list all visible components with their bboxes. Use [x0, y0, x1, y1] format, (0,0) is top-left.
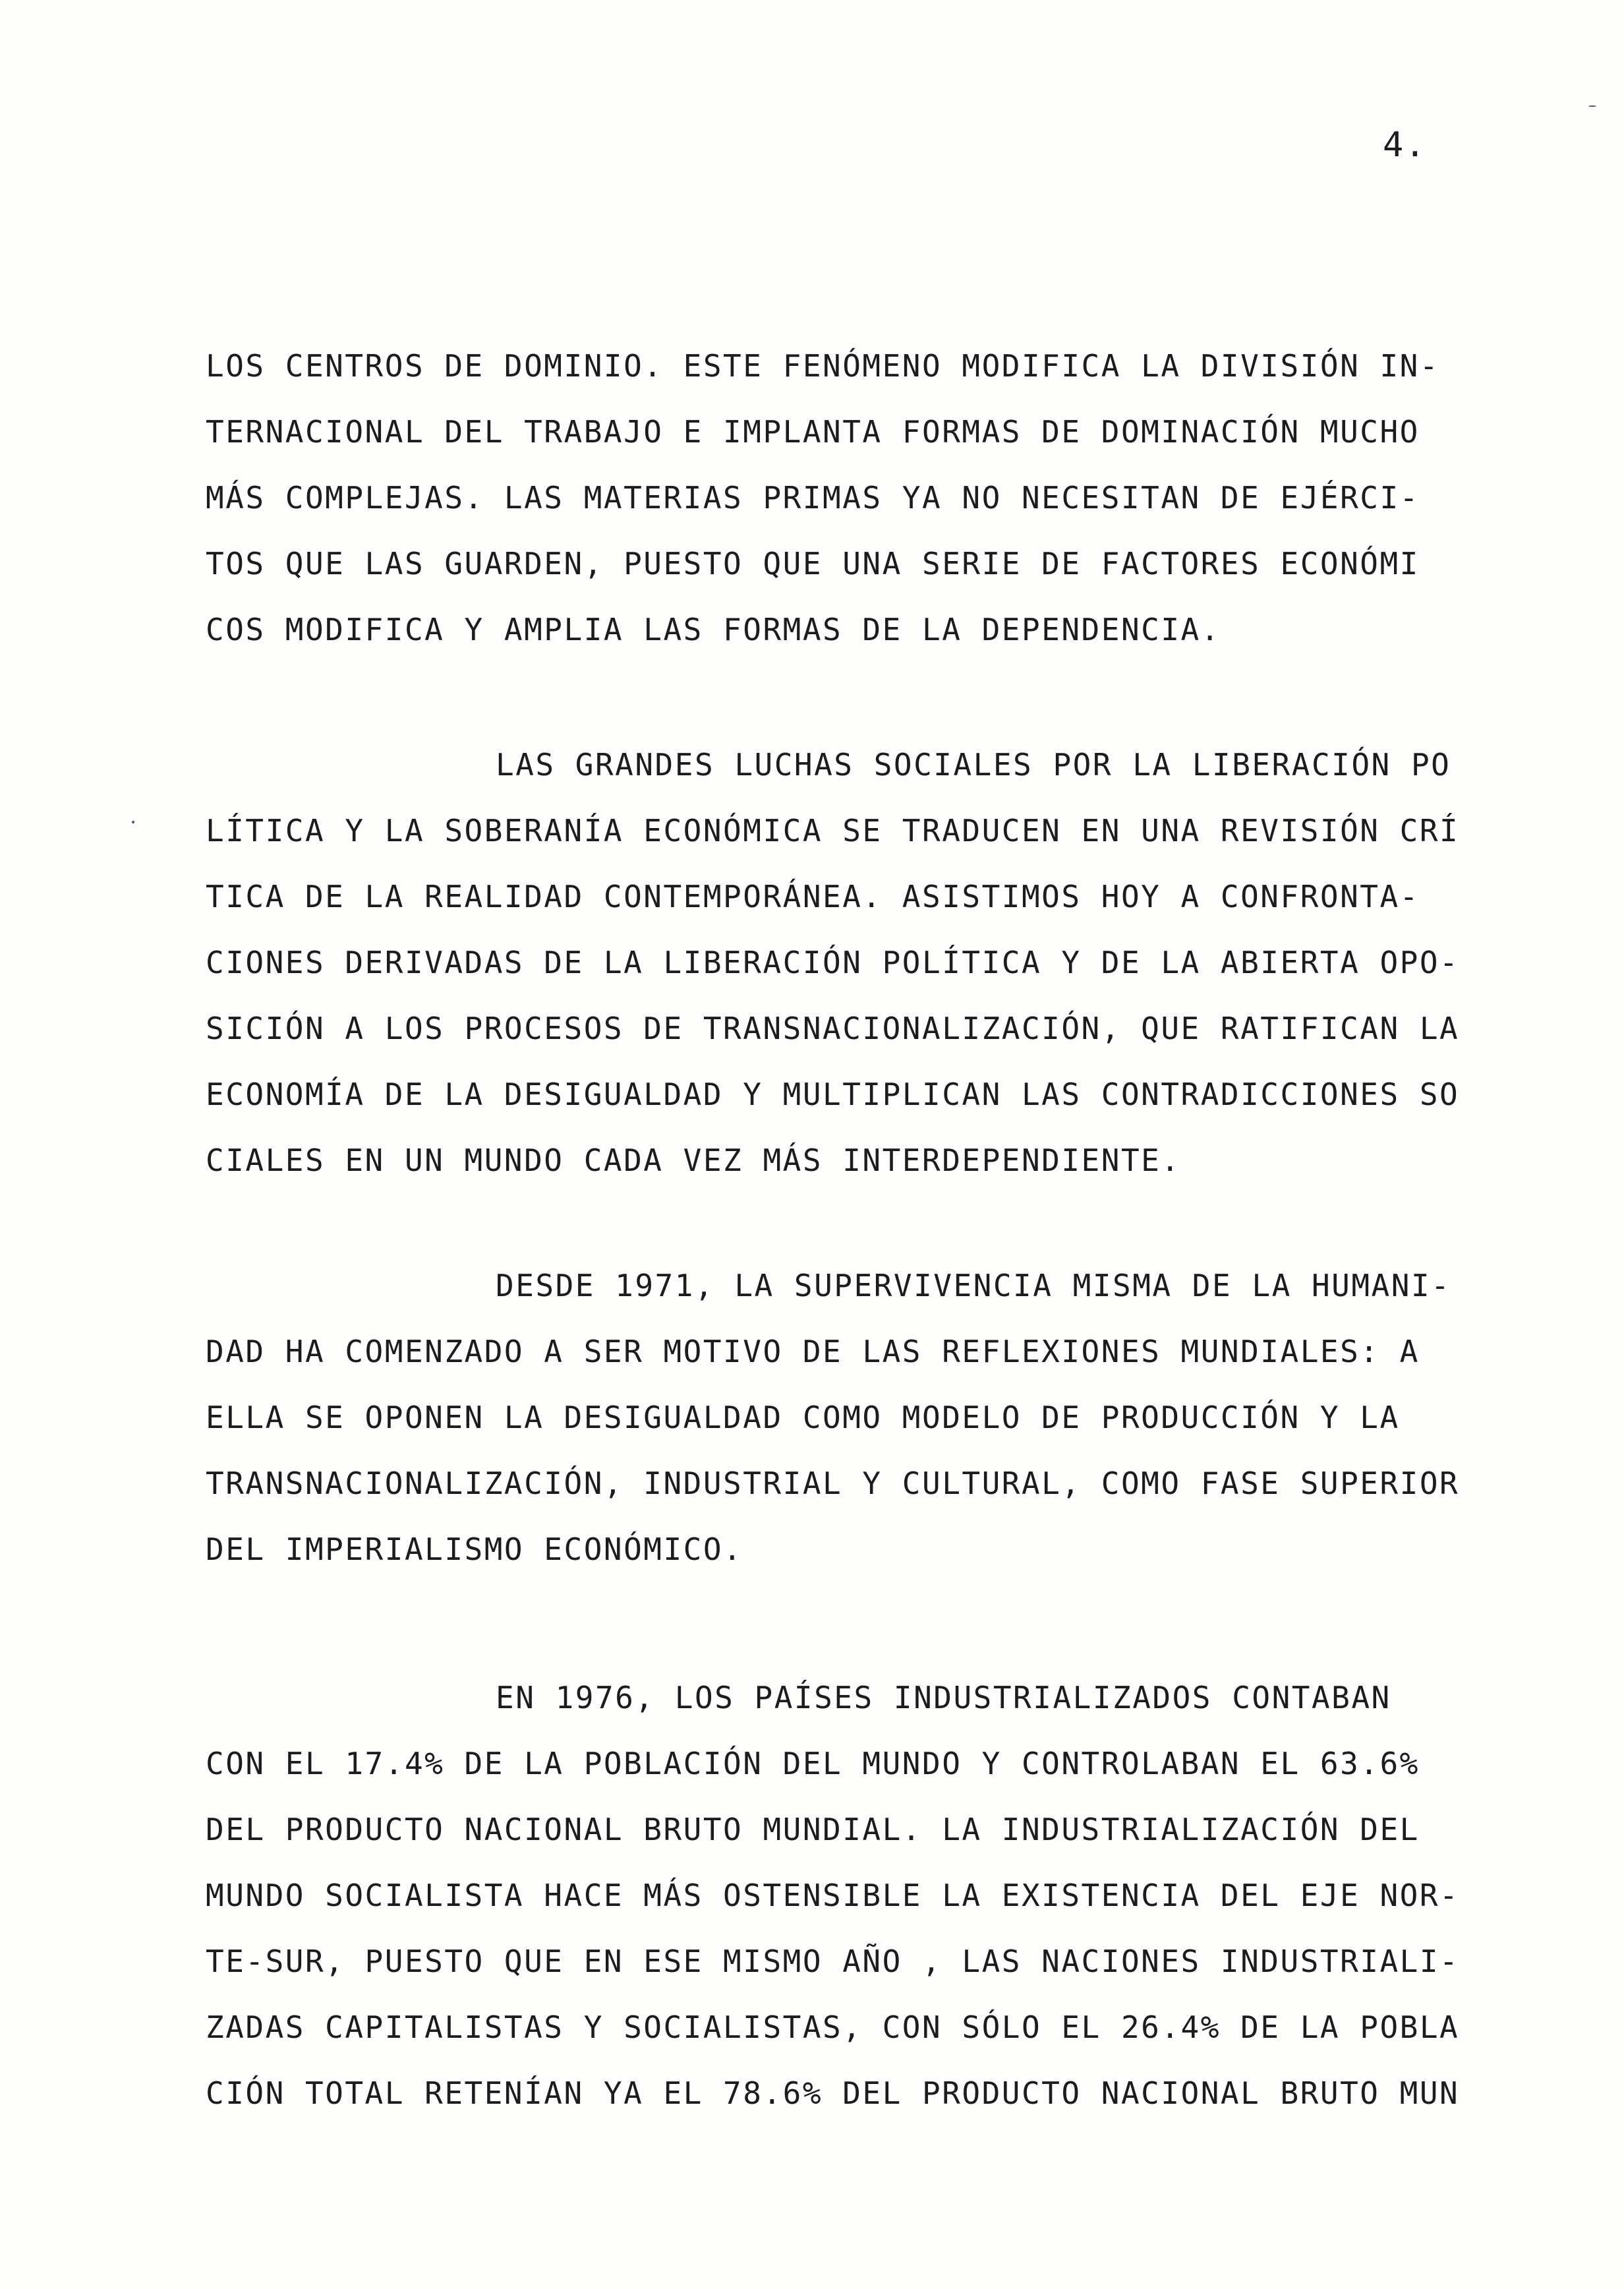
- text-line: TICA DE LA REALIDAD CONTEMPORÁNEA. ASISTIMOS HOY A CONFRONTA-: [206, 879, 1420, 914]
- text-line: TRANSNACIONALIZACIÓN, INDUSTRIAL Y CULTURAL, COMO FASE SUPERIOR: [206, 1466, 1460, 1501]
- text-line: CIONES DERIVADAS DE LA LIBERACIÓN POLÍTICA Y DE LA ABIERTA OPO-: [206, 945, 1460, 980]
- text-line: LOS CENTROS DE DOMINIO. ESTE FENÓMENO MODIFICA LA DIVISIÓN IN-: [206, 348, 1440, 384]
- text-line: CIÓN TOTAL RETENÍAN YA EL 78.6% DEL PRODUCTO NACIONAL BRUTO MUN: [206, 2075, 1460, 2111]
- text-line: MUNDO SOCIALISTA HACE MÁS OSTENSIBLE LA EXISTENCIA DEL EJE NOR-: [206, 1878, 1460, 1913]
- text-line: TE-SUR, PUESTO QUE EN ESE MISMO AÑO , LAS NACIONES INDUSTRIALI-: [206, 1944, 1460, 1979]
- scan-speck: [1588, 105, 1596, 107]
- text-line: CON EL 17.4% DE LA POBLACIÓN DEL MUNDO Y CONTROLABAN EL 63.6%: [206, 1746, 1420, 1781]
- text-line: LAS GRANDES LUCHAS SOCIALES POR LA LIBERACIÓN PO: [496, 747, 1451, 783]
- scan-speck: [132, 821, 134, 823]
- text-line: TOS QUE LAS GUARDEN, PUESTO QUE UNA SERIE DE FACTORES ECONÓMI: [206, 546, 1420, 581]
- paragraph-3: [206, 1253, 1471, 1582]
- text-line: EN 1976, LOS PAÍSES INDUSTRIALIZADOS CONTABAN: [496, 1680, 1391, 1715]
- paragraph-1: [206, 333, 1471, 663]
- text-line: TERNACIONAL DEL TRABAJO E IMPLANTA FORMAS DE DOMINACIÓN MUCHO: [206, 414, 1420, 450]
- text-line: DEL IMPERIALISMO ECONÓMICO.: [206, 1531, 743, 1567]
- text-line: ECONOMÍA DE LA DESIGUALDAD Y MULTIPLICAN LAS CONTRADICCIONES SO: [206, 1077, 1460, 1112]
- text-line: ZADAS CAPITALISTAS Y SOCIALISTAS, CON SÓLO EL 26.4% DE LA POBLA: [206, 2009, 1460, 2045]
- text-line: CIALES EN UN MUNDO CADA VEZ MÁS INTERDEPENDIENTE.: [206, 1143, 1181, 1178]
- paragraph-4: [206, 1665, 1471, 2126]
- text-line: SICIÓN A LOS PROCESOS DE TRANSNACIONALIZACIÓN, QUE RATIFICAN LA: [206, 1011, 1460, 1046]
- page-number: 4.: [1383, 125, 1427, 165]
- text-line: ELLA SE OPONEN LA DESIGUALDAD COMO MODELO DE PRODUCCIÓN Y LA: [206, 1400, 1400, 1435]
- text-line: DEL PRODUCTO NACIONAL BRUTO MUNDIAL. LA INDUSTRIALIZACIÓN DEL: [206, 1812, 1420, 1847]
- paragraph-2: [206, 732, 1471, 1193]
- text-line: COS MODIFICA Y AMPLIA LAS FORMAS DE LA DEPENDENCIA.: [206, 612, 1221, 647]
- text-line: MÁS COMPLEJAS. LAS MATERIAS PRIMAS YA NO NECESITAN DE EJÉRCI-: [206, 480, 1420, 516]
- text-line: DESDE 1971, LA SUPERVIVENCIA MISMA DE LA HUMANI-: [496, 1268, 1451, 1303]
- text-line: LÍTICA Y LA SOBERANÍA ECONÓMICA SE TRADUCEN EN UNA REVISIÓN CRÍ: [206, 813, 1460, 848]
- text-line: DAD HA COMENZADO A SER MOTIVO DE LAS REFLEXIONES MUNDIALES: A: [206, 1334, 1420, 1369]
